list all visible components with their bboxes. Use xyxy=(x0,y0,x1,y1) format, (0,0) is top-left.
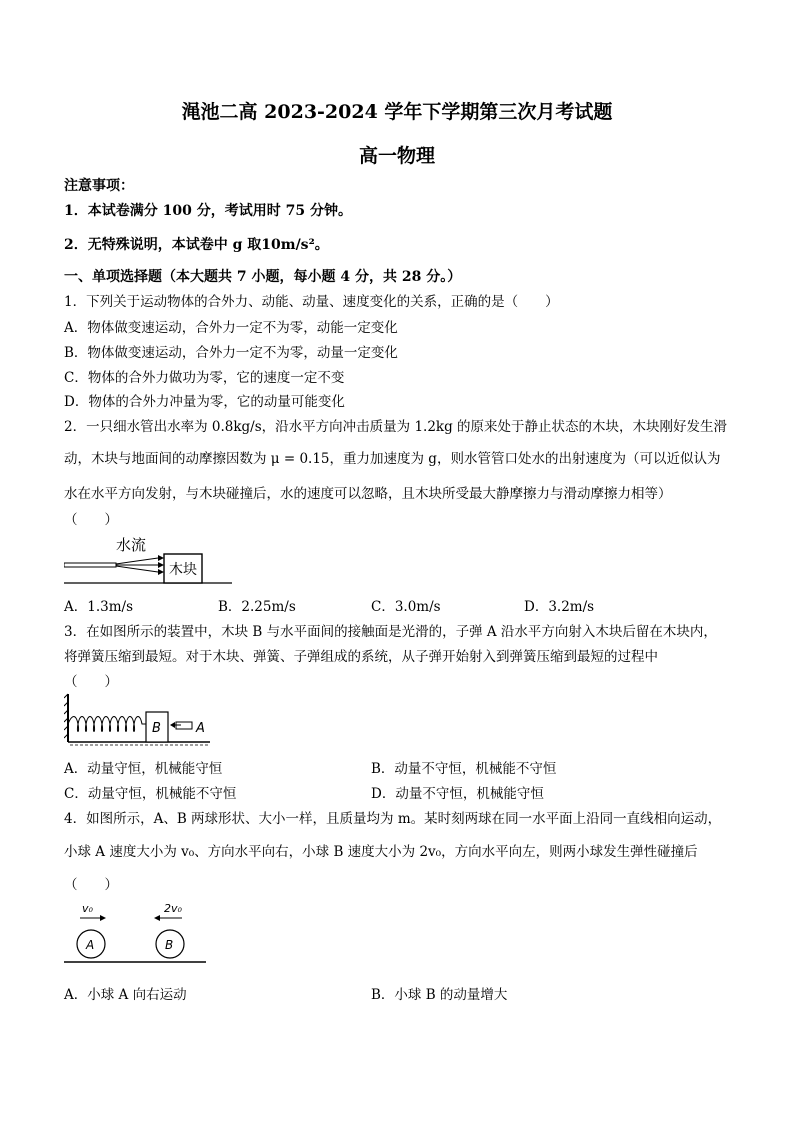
ball-b-velocity-label: 2v₀ xyxy=(164,902,182,915)
page-title: 渑池二高 2023-2024 学年下学期第三次月考试题 xyxy=(181,101,613,123)
water-stream-line xyxy=(116,566,158,572)
question-2-stem-line-2: 动，木块与地面间的动摩擦因数为 μ = 0.15，重力加速度为 g，则水管管口处水的出射速度为（可以近似认为 xyxy=(64,451,721,467)
section-heading: 一、单项选择题（本大题共 7 小题，每小题 4 分，共 28 分。） xyxy=(64,269,462,285)
bullet-arrow-icon xyxy=(170,722,175,728)
question-1-option-d: D．物体的合外力冲量为零，它的动量可能变化 xyxy=(64,394,345,410)
question-3-option-b: B．动量不守恒，机械能不守恒 xyxy=(371,761,557,777)
question-3-stem-line-2: 将弹簧压缩到最短。对于木块、弹簧、子弹组成的系统，从子弹开始射入到弹簧压缩到最短的过程中 xyxy=(64,649,658,665)
question-1-option-c: C．物体的合外力做功为零，它的速度一定不变 xyxy=(64,370,345,386)
water-label: 水流 xyxy=(116,536,147,554)
block-label: 木块 xyxy=(169,562,197,578)
question-4-stem-line-1: 4．如图所示，A、B 两球形状、大小一样，且质量均为 m。某时刻两球在同一水平面上沿同一直线相向运动， xyxy=(64,811,722,827)
question-3-option-d: D．动量不守恒，机械能守恒 xyxy=(371,786,544,802)
page-subtitle: 高一物理 xyxy=(358,145,435,167)
question-2-option-b: B．2.25m/s xyxy=(218,599,296,615)
bullet-a-label: A xyxy=(196,721,205,736)
water-pipe xyxy=(64,563,116,567)
question-3-stem-line-1: 3．在如图所示的装置中，木块 B 与水平面间的接触面是光滑的，子弹 A 沿水平方向射入木块后留在木块内， xyxy=(64,624,717,640)
question-1-option-a: A．物体做变速运动，合外力一定不为零，动能一定变化 xyxy=(64,320,398,336)
ball-a-label: A xyxy=(86,938,95,952)
notice-heading: 注意事项： xyxy=(64,178,134,194)
stream-arrow-icon xyxy=(158,555,164,561)
ball-b-label: B xyxy=(165,938,174,952)
question-2-stem-line-3: 水在水平方向发射，与木块碰撞后，水的速度可以忽略，且木块所受最大静摩擦力与滑动摩擦力相等） xyxy=(64,486,672,502)
question-2-answer-blank: （ ） xyxy=(64,512,118,528)
water-stream-line xyxy=(116,558,158,564)
water-jet-figure xyxy=(64,527,234,585)
question-1-option-b: B．物体做变速运动，合外力一定不为零，动量一定变化 xyxy=(64,345,398,361)
question-2-stem-line-1: 2．一只细水管出水率为 0.8kg/s，沿水平方向冲击质量为 1.2kg 的原来处于静止状态的木块，木块刚好发生滑 xyxy=(64,419,728,435)
question-3-answer-blank: （ ） xyxy=(64,674,118,690)
question-4-option-a: A．小球 A 向右运动 xyxy=(64,987,187,1003)
notice-item-1: 1．本试卷满分 100 分，考试用时 75 分钟。 xyxy=(64,203,352,219)
question-4-option-b: B．小球 B 的动量增大 xyxy=(371,987,508,1003)
question-2-option-a: A．1.3m/s xyxy=(64,599,133,615)
spring-block-figure xyxy=(64,692,214,748)
question-1-stem: 1．下列关于运动物体的合外力、动能、动量、速度变化的关系，正确的是（ ） xyxy=(64,294,559,310)
ball-a-velocity-label: v₀ xyxy=(82,902,93,915)
notice-item-2: 2．无特殊说明，本试卷中 g 取10m/s²。 xyxy=(64,237,329,253)
question-4-stem-line-2: 小球 A 速度大小为 v₀、方向水平向右，小球 B 速度大小为 2v₀，方向水平向左，则两小球发生弹性碰撞后 xyxy=(64,844,698,860)
stream-arrow-icon xyxy=(158,562,164,568)
stream-arrow-icon xyxy=(158,569,164,575)
question-3-option-a: A．动量守恒，机械能守恒 xyxy=(64,761,223,777)
block-b-label: B xyxy=(152,721,161,736)
spring-icon xyxy=(68,717,146,732)
question-3-option-c: C．动量守恒，机械能不守恒 xyxy=(64,786,237,802)
question-2-option-d: D．3.2m/s xyxy=(524,599,595,615)
question-2-option-c: C．3.0m/s xyxy=(371,599,441,615)
two-balls-figure xyxy=(64,898,209,968)
arrow-left-icon xyxy=(154,915,160,921)
question-4-answer-blank: （ ） xyxy=(64,877,118,893)
arrow-right-icon xyxy=(100,915,106,921)
